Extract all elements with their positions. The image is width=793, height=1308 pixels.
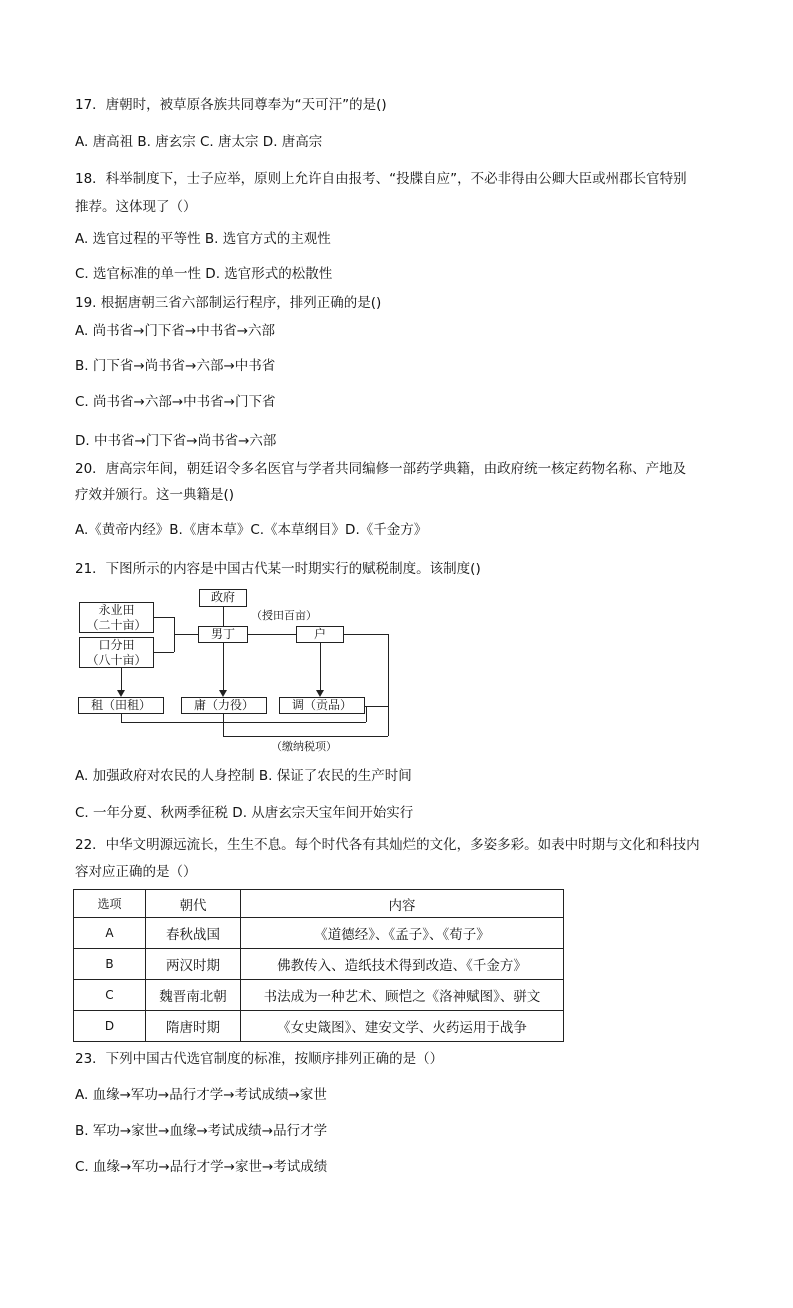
table-cell: B — [74, 949, 146, 980]
grant-label: （授田百亩） — [251, 609, 317, 622]
connector-line — [320, 643, 321, 694]
q23-stem: 23．下列中国古代选官制度的标准，按顺序排列正确的是（） — [75, 1051, 444, 1067]
connector-line — [366, 706, 367, 722]
zu-tax-box: 租（田租） — [78, 697, 164, 714]
table-cell: A — [74, 918, 146, 949]
table-header-row — [74, 890, 564, 918]
pay-label: （缴纳税项） — [271, 740, 337, 753]
q18-options-ab: A. 选官过程的平等性 B. 选官方式的主观性 — [75, 231, 331, 247]
table-cell: 魏晋南北朝 — [146, 980, 241, 1011]
table-cell: C — [74, 980, 146, 1011]
q22-stem-line2: 容对应正确的是（） — [75, 864, 197, 880]
q20-options: A.《黄帝内经》B.《唐本草》C.《本草纲目》D.《千金方》 — [75, 522, 428, 538]
connector-line — [223, 607, 224, 626]
q18-options-cd: C. 选官标准的单一性 D. 选官形式的松散性 — [75, 266, 333, 282]
culture-table — [73, 889, 564, 1042]
table-cell: 《道德经》、《孟子》、《荀子》 — [241, 918, 564, 949]
arrow-down-icon — [219, 690, 227, 697]
yong-tax-box: 庸（力役） — [181, 697, 267, 714]
table-row — [74, 1011, 564, 1042]
connector-line — [121, 714, 122, 722]
arrow-down-icon — [316, 690, 324, 697]
q23-option-a: A. 血缘→军功→品行才学→考试成绩→家世 — [75, 1087, 327, 1103]
table-cell: 书法成为一种艺术、顾恺之《洛神赋图》、骈文 — [241, 980, 564, 1011]
table-header-cell: 内容 — [241, 890, 564, 918]
diao-tax-box: 调（贡品） — [279, 697, 365, 714]
table-cell: 佛教传入、造纸技术得到改造、《千金方》 — [241, 949, 564, 980]
table-cell: 两汉时期 — [146, 949, 241, 980]
q17-stem: 17．唐朝时，被草原各族共同尊奉为“天可汗”的是() — [75, 97, 387, 113]
koufen-field-box: 口分田 （八十亩） — [79, 637, 154, 668]
connector-line — [223, 736, 388, 737]
table-cell: D — [74, 1011, 146, 1042]
q18-stem-line2: 推荐。这体现了（） — [75, 199, 197, 215]
household-box: 户 — [296, 626, 344, 643]
table-row — [74, 980, 564, 1011]
table-row — [74, 949, 564, 980]
q19-option-a: A. 尚书省→门下省→中书省→六部 — [75, 323, 276, 339]
q19-option-c: C. 尚书省→六部→中书省→门下省 — [75, 394, 276, 410]
connector-line — [223, 714, 224, 736]
q21-stem: 21．下图所示的内容是中国古代某一时期实行的赋税制度。该制度() — [75, 561, 481, 577]
table-cell: 春秋战国 — [146, 918, 241, 949]
table-header-cell: 朝代 — [146, 890, 241, 918]
q23-option-c: C. 血缘→军功→品行才学→家世→考试成绩 — [75, 1159, 328, 1175]
table-header-cell: 选项 — [74, 890, 146, 918]
q17-options: A. 唐高祖 B. 唐玄宗 C. 唐太宗 D. 唐高宗 — [75, 134, 323, 150]
table-cell: 《女史箴图》、建安文学、火药运用于战争 — [241, 1011, 564, 1042]
tax-system-diagram — [75, 588, 405, 756]
male-box: 男丁 — [198, 626, 248, 643]
q20-stem-line2: 疗效并颁行。这一典籍是() — [75, 487, 235, 503]
connector-line — [154, 652, 174, 653]
connector-line — [154, 617, 174, 618]
connector-line — [248, 634, 296, 635]
connector-line — [121, 722, 366, 723]
table-cell: 隋唐时期 — [146, 1011, 241, 1042]
yongye-field-box: 永业田 （二十亩） — [79, 602, 154, 633]
q20-stem-line1: 20．唐高宗年间，朝廷诏令多名医官与学者共同编修一部药学典籍，由政府统一核定药物名称、产地及 — [75, 461, 687, 477]
q19-stem: 19. 根据唐朝三省六部制运行程序，排列正确的是() — [75, 295, 382, 311]
q22-stem-line1: 22．中华文明源远流长，生生不息。每个时代各有其灿烂的文化，多姿多彩。如表中时期与文化和科技内 — [75, 837, 700, 853]
connector-line — [223, 643, 224, 694]
q21-options-ab: A. 加强政府对农民的人身控制 B. 保证了农民的生产时间 — [75, 768, 412, 784]
q19-option-b: B. 门下省→尚书省→六部→中书省 — [75, 358, 276, 374]
arrow-down-icon — [117, 690, 125, 697]
connector-line — [388, 634, 389, 736]
q21-options-cd: C. 一年分夏、秋两季征税 D. 从唐玄宗天宝年间开始实行 — [75, 805, 414, 821]
q23-option-b: B. 军功→家世→血缘→考试成绩→品行才学 — [75, 1123, 328, 1139]
connector-line — [365, 706, 388, 707]
q19-option-d: D. 中书省→门下省→尚书省→六部 — [75, 433, 277, 449]
government-box: 政府 — [199, 589, 247, 607]
connector-line — [174, 634, 198, 635]
connector-line — [344, 634, 388, 635]
table-row — [74, 918, 564, 949]
q18-stem-line1: 18．科举制度下，士子应举，原则上允许自由报考、“投牒自应”，不必非得由公卿大臣或州郡长官特别 — [75, 171, 687, 187]
